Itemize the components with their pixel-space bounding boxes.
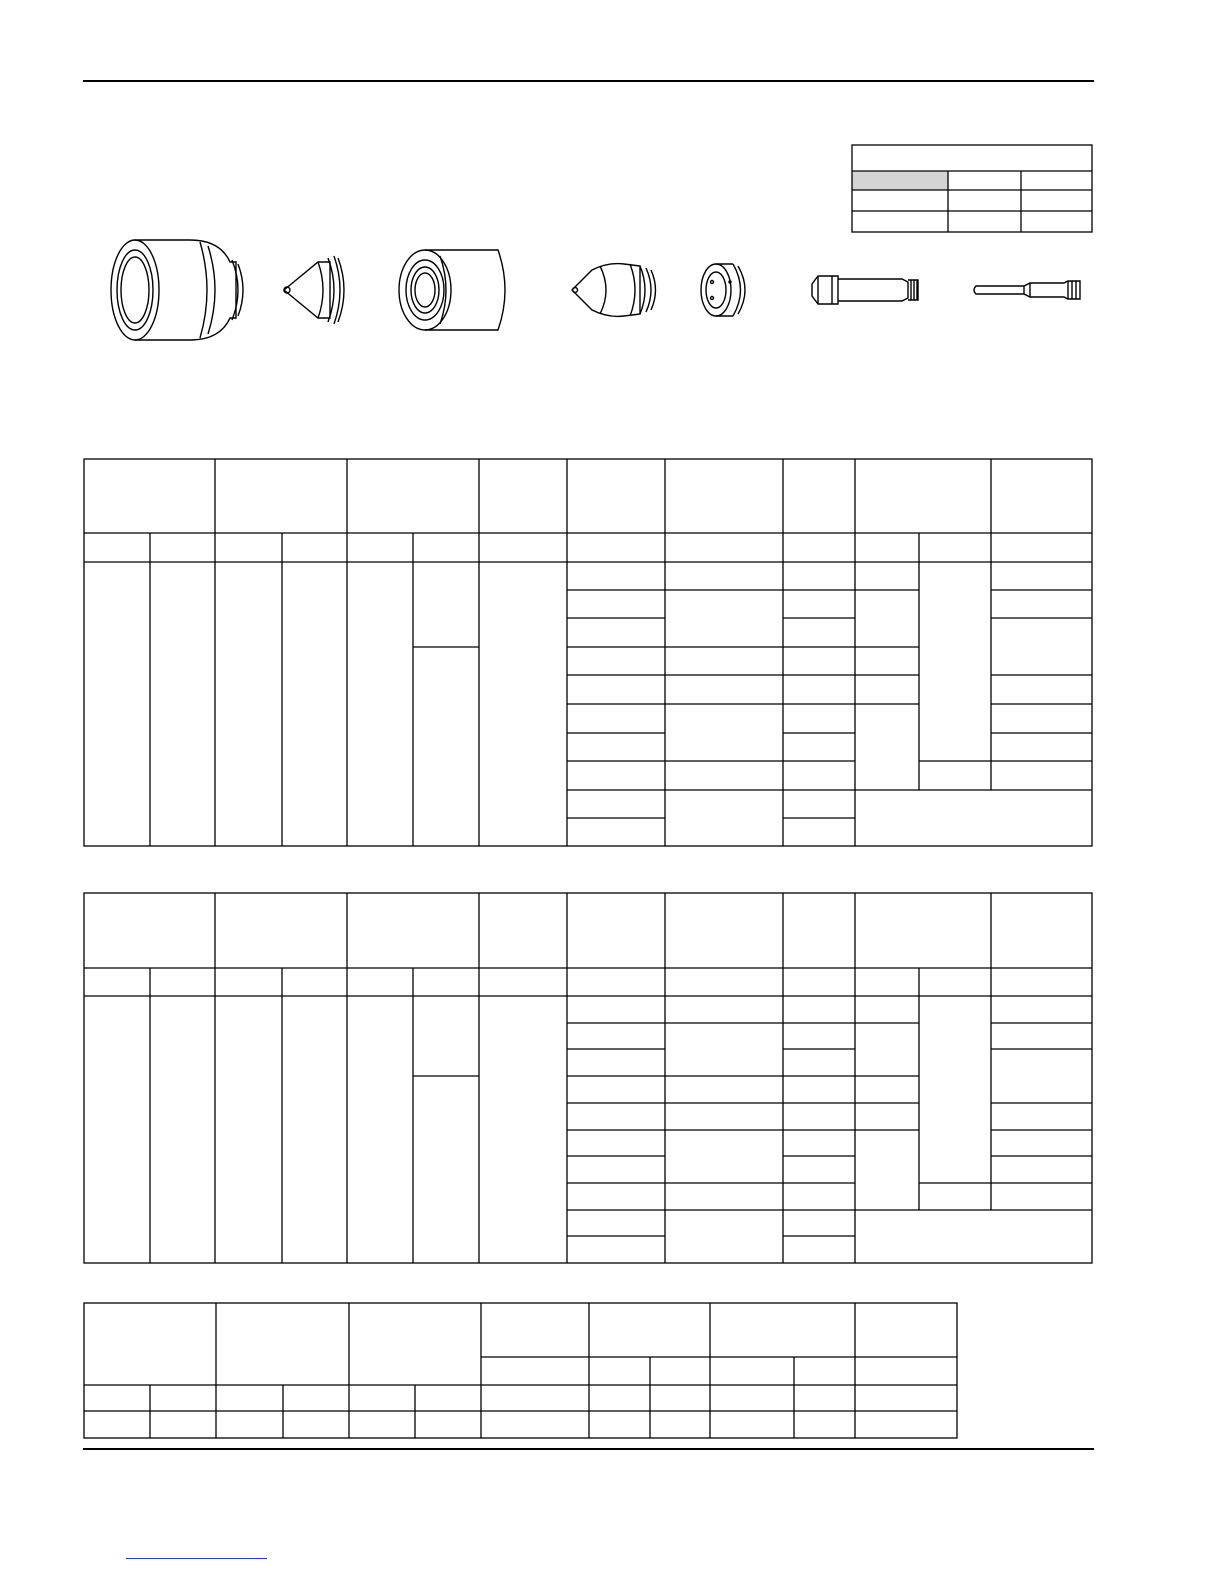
footer-rule: [83, 1448, 1094, 1450]
footer-link[interactable]: [126, 1558, 267, 1559]
